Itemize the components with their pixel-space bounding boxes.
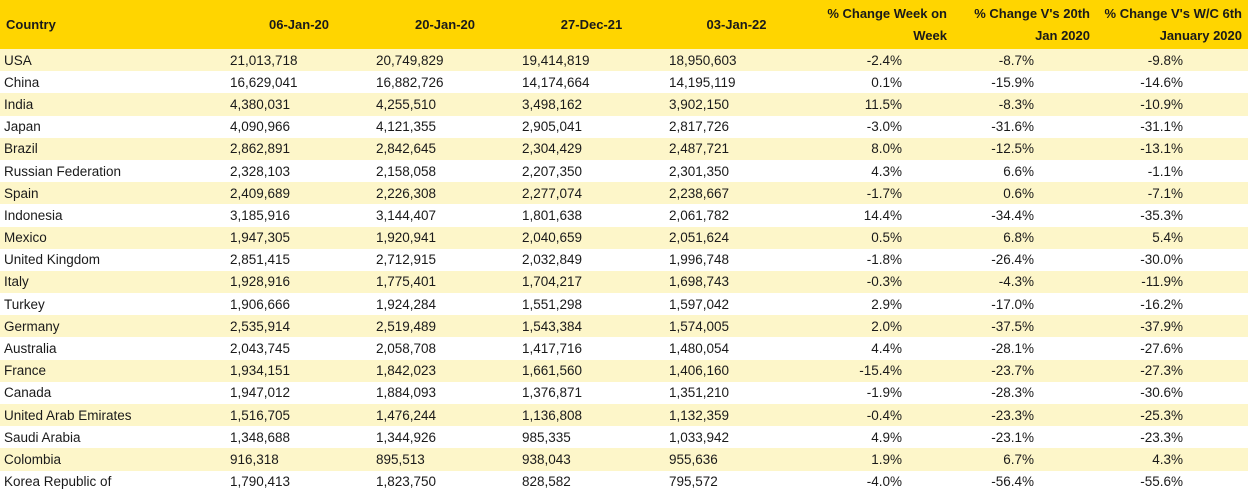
- cell-03-jan-22: 1,033,942: [665, 426, 808, 448]
- cell-06-jan-20: 2,851,415: [226, 249, 372, 271]
- cell-20-jan-20: 1,344,926: [372, 426, 518, 448]
- cell-27-dec-21: 2,040,659: [518, 227, 665, 249]
- cell-country: Japan: [0, 116, 226, 138]
- cell-03-jan-22: 955,636: [665, 448, 808, 470]
- cell-change-20-jan: -26.4%: [953, 249, 1096, 271]
- cell-06-jan-20: 2,328,103: [226, 160, 372, 182]
- cell-change-6-jan: -11.9%: [1096, 271, 1248, 293]
- table-row: [0, 382, 1248, 404]
- cell-change-20-jan: 0.6%: [953, 182, 1096, 204]
- cell-country: Spain: [0, 182, 226, 204]
- cell-change-6-jan: -10.9%: [1096, 93, 1248, 115]
- cell-change-week: 4.9%: [808, 426, 953, 448]
- cell-20-jan-20: 2,842,645: [372, 138, 518, 160]
- cell-27-dec-21: 1,801,638: [518, 204, 665, 226]
- cell-change-6-jan: -14.6%: [1096, 71, 1248, 93]
- cell-change-6-jan: -7.1%: [1096, 182, 1248, 204]
- cell-country: Canada: [0, 382, 226, 404]
- cell-country: United Kingdom: [0, 249, 226, 271]
- cell-27-dec-21: 1,136,808: [518, 404, 665, 426]
- cell-03-jan-22: 1,597,042: [665, 293, 808, 315]
- cell-20-jan-20: 2,158,058: [372, 160, 518, 182]
- header-date-3: 27-Dec-21: [518, 0, 665, 49]
- cell-20-jan-20: 895,513: [372, 448, 518, 470]
- cell-change-6-jan: 5.4%: [1096, 227, 1248, 249]
- cell-06-jan-20: 1,934,151: [226, 360, 372, 382]
- cell-change-week: 4.4%: [808, 337, 953, 359]
- cell-27-dec-21: 2,032,849: [518, 249, 665, 271]
- cell-change-20-jan: -31.6%: [953, 116, 1096, 138]
- cell-20-jan-20: 1,476,244: [372, 404, 518, 426]
- cell-06-jan-20: 916,318: [226, 448, 372, 470]
- cell-change-20-jan: -12.5%: [953, 138, 1096, 160]
- table-row: [0, 182, 1248, 204]
- table-row: [0, 448, 1248, 470]
- cell-country: India: [0, 93, 226, 115]
- cell-change-6-jan: -27.3%: [1096, 360, 1248, 382]
- cell-change-week: -0.3%: [808, 271, 953, 293]
- cell-change-week: 11.5%: [808, 93, 953, 115]
- cell-03-jan-22: 2,238,667: [665, 182, 808, 204]
- cell-27-dec-21: 1,417,716: [518, 337, 665, 359]
- cell-change-week: 0.1%: [808, 71, 953, 93]
- cell-27-dec-21: 2,277,074: [518, 182, 665, 204]
- cell-20-jan-20: 2,226,308: [372, 182, 518, 204]
- cell-03-jan-22: 14,195,119: [665, 71, 808, 93]
- cell-change-week: -4.0%: [808, 471, 953, 493]
- cell-27-dec-21: 1,551,298: [518, 293, 665, 315]
- cell-change-week: -1.7%: [808, 182, 953, 204]
- cell-20-jan-20: 20,749,829: [372, 49, 518, 71]
- cell-change-20-jan: 6.8%: [953, 227, 1096, 249]
- cell-03-jan-22: 1,698,743: [665, 271, 808, 293]
- cell-03-jan-22: 3,902,150: [665, 93, 808, 115]
- cell-change-week: 8.0%: [808, 138, 953, 160]
- cell-change-6-jan: -9.8%: [1096, 49, 1248, 71]
- cell-06-jan-20: 1,928,916: [226, 271, 372, 293]
- cell-27-dec-21: 1,543,384: [518, 315, 665, 337]
- cell-20-jan-20: 4,255,510: [372, 93, 518, 115]
- cell-03-jan-22: 2,487,721: [665, 138, 808, 160]
- cell-change-6-jan: -37.9%: [1096, 315, 1248, 337]
- cell-03-jan-22: 18,950,603: [665, 49, 808, 71]
- cell-change-20-jan: -23.3%: [953, 404, 1096, 426]
- cell-20-jan-20: 1,884,093: [372, 382, 518, 404]
- cell-27-dec-21: 1,376,871: [518, 382, 665, 404]
- cell-change-20-jan: -34.4%: [953, 204, 1096, 226]
- cell-change-week: -1.8%: [808, 249, 953, 271]
- cell-change-20-jan: -28.3%: [953, 382, 1096, 404]
- cell-change-20-jan: 6.7%: [953, 448, 1096, 470]
- cell-06-jan-20: 3,185,916: [226, 204, 372, 226]
- cell-27-dec-21: 985,335: [518, 426, 665, 448]
- cell-06-jan-20: 2,535,914: [226, 315, 372, 337]
- table-row: [0, 138, 1248, 160]
- cell-country: United Arab Emirates: [0, 404, 226, 426]
- cell-country: Russian Federation: [0, 160, 226, 182]
- cell-change-6-jan: -30.0%: [1096, 249, 1248, 271]
- cell-20-jan-20: 4,121,355: [372, 116, 518, 138]
- cell-change-week: 2.9%: [808, 293, 953, 315]
- cell-06-jan-20: 4,380,031: [226, 93, 372, 115]
- table-row: [0, 160, 1248, 182]
- cell-country: Mexico: [0, 227, 226, 249]
- table-row: [0, 315, 1248, 337]
- cell-20-jan-20: 3,144,407: [372, 204, 518, 226]
- cell-03-jan-22: 1,996,748: [665, 249, 808, 271]
- cell-06-jan-20: 2,409,689: [226, 182, 372, 204]
- cell-country: Colombia: [0, 448, 226, 470]
- cell-change-week: 14.4%: [808, 204, 953, 226]
- cell-change-6-jan: -16.2%: [1096, 293, 1248, 315]
- cell-change-6-jan: -27.6%: [1096, 337, 1248, 359]
- cell-change-week: 4.3%: [808, 160, 953, 182]
- cell-change-20-jan: -8.7%: [953, 49, 1096, 71]
- cell-06-jan-20: 1,906,666: [226, 293, 372, 315]
- cell-country: China: [0, 71, 226, 93]
- cell-change-6-jan: -35.3%: [1096, 204, 1248, 226]
- table-row: [0, 227, 1248, 249]
- table-row: [0, 49, 1248, 71]
- cell-change-20-jan: -15.9%: [953, 71, 1096, 93]
- cell-country: Turkey: [0, 293, 226, 315]
- cell-change-6-jan: -13.1%: [1096, 138, 1248, 160]
- cell-03-jan-22: 2,061,782: [665, 204, 808, 226]
- table-row: [0, 271, 1248, 293]
- cell-27-dec-21: 828,582: [518, 471, 665, 493]
- cell-change-6-jan: -55.6%: [1096, 471, 1248, 493]
- cell-03-jan-22: 1,132,359: [665, 404, 808, 426]
- cell-20-jan-20: 1,823,750: [372, 471, 518, 493]
- cell-06-jan-20: 4,090,966: [226, 116, 372, 138]
- cell-20-jan-20: 1,842,023: [372, 360, 518, 382]
- table-row: [0, 71, 1248, 93]
- cell-country: Saudi Arabia: [0, 426, 226, 448]
- cell-20-jan-20: 1,924,284: [372, 293, 518, 315]
- cell-country: USA: [0, 49, 226, 71]
- header-date-2: 20-Jan-20: [372, 0, 518, 49]
- header-date-4: 03-Jan-22: [665, 0, 808, 49]
- cell-country: Korea Republic of: [0, 471, 226, 493]
- cell-06-jan-20: 1,947,305: [226, 227, 372, 249]
- cell-change-week: 0.5%: [808, 227, 953, 249]
- cell-20-jan-20: 1,920,941: [372, 227, 518, 249]
- cell-change-6-jan: -30.6%: [1096, 382, 1248, 404]
- cell-20-jan-20: 2,712,915: [372, 249, 518, 271]
- cell-change-week: -1.9%: [808, 382, 953, 404]
- table-row: [0, 404, 1248, 426]
- table-row: [0, 93, 1248, 115]
- cell-03-jan-22: 1,351,210: [665, 382, 808, 404]
- header-country: Country: [0, 0, 226, 49]
- table-row: [0, 204, 1248, 226]
- cell-03-jan-22: 2,301,350: [665, 160, 808, 182]
- cell-27-dec-21: 2,304,429: [518, 138, 665, 160]
- cell-06-jan-20: 21,013,718: [226, 49, 372, 71]
- cell-20-jan-20: 1,775,401: [372, 271, 518, 293]
- table-row: [0, 337, 1248, 359]
- cell-change-6-jan: -31.1%: [1096, 116, 1248, 138]
- header-date-1: 06-Jan-20: [226, 0, 372, 49]
- header-row: [0, 0, 1248, 49]
- cell-06-jan-20: 2,862,891: [226, 138, 372, 160]
- cell-06-jan-20: 1,790,413: [226, 471, 372, 493]
- cell-change-20-jan: -56.4%: [953, 471, 1096, 493]
- cell-06-jan-20: 16,629,041: [226, 71, 372, 93]
- cell-change-20-jan: -37.5%: [953, 315, 1096, 337]
- cell-change-week: -2.4%: [808, 49, 953, 71]
- cell-27-dec-21: 2,905,041: [518, 116, 665, 138]
- cell-change-week: 2.0%: [808, 315, 953, 337]
- cell-change-week: -15.4%: [808, 360, 953, 382]
- cell-change-6-jan: -23.3%: [1096, 426, 1248, 448]
- table-row: [0, 471, 1248, 493]
- cell-27-dec-21: 1,704,217: [518, 271, 665, 293]
- cell-change-20-jan: -23.1%: [953, 426, 1096, 448]
- cell-change-20-jan: -4.3%: [953, 271, 1096, 293]
- table-row: [0, 293, 1248, 315]
- cell-20-jan-20: 2,058,708: [372, 337, 518, 359]
- cell-country: Australia: [0, 337, 226, 359]
- table-row: [0, 426, 1248, 448]
- cell-03-jan-22: 1,480,054: [665, 337, 808, 359]
- cell-change-week: 1.9%: [808, 448, 953, 470]
- cell-27-dec-21: 3,498,162: [518, 93, 665, 115]
- cell-03-jan-22: 2,051,624: [665, 227, 808, 249]
- cell-country: Germany: [0, 315, 226, 337]
- cell-03-jan-22: 2,817,726: [665, 116, 808, 138]
- cell-change-20-jan: 6.6%: [953, 160, 1096, 182]
- cell-country: Italy: [0, 271, 226, 293]
- cell-change-20-jan: -28.1%: [953, 337, 1096, 359]
- cell-03-jan-22: 1,574,005: [665, 315, 808, 337]
- cell-06-jan-20: 1,516,705: [226, 404, 372, 426]
- table-row: [0, 116, 1248, 138]
- cell-change-week: -3.0%: [808, 116, 953, 138]
- cell-country: Brazil: [0, 138, 226, 160]
- cell-change-20-jan: -23.7%: [953, 360, 1096, 382]
- cell-27-dec-21: 938,043: [518, 448, 665, 470]
- cell-03-jan-22: 1,406,160: [665, 360, 808, 382]
- header-change-6-jan: % Change V's W/C 6th January 2020: [1096, 0, 1248, 49]
- cell-27-dec-21: 14,174,664: [518, 71, 665, 93]
- cell-27-dec-21: 2,207,350: [518, 160, 665, 182]
- cell-06-jan-20: 1,947,012: [226, 382, 372, 404]
- cell-20-jan-20: 16,882,726: [372, 71, 518, 93]
- cell-change-20-jan: -8.3%: [953, 93, 1096, 115]
- cell-20-jan-20: 2,519,489: [372, 315, 518, 337]
- table-body: [0, 49, 1248, 493]
- table-row: [0, 249, 1248, 271]
- cell-03-jan-22: 795,572: [665, 471, 808, 493]
- cell-change-week: -0.4%: [808, 404, 953, 426]
- cell-27-dec-21: 1,661,560: [518, 360, 665, 382]
- cell-27-dec-21: 19,414,819: [518, 49, 665, 71]
- cell-06-jan-20: 2,043,745: [226, 337, 372, 359]
- cell-06-jan-20: 1,348,688: [226, 426, 372, 448]
- header-change-20-jan: % Change V's 20th Jan 2020: [953, 0, 1096, 49]
- cell-country: France: [0, 360, 226, 382]
- table-row: [0, 360, 1248, 382]
- cell-change-6-jan: 4.3%: [1096, 448, 1248, 470]
- cell-country: Indonesia: [0, 204, 226, 226]
- cell-change-6-jan: -1.1%: [1096, 160, 1248, 182]
- cell-change-20-jan: -17.0%: [953, 293, 1096, 315]
- header-change-week: % Change Week on Week: [808, 0, 953, 49]
- cell-change-6-jan: -25.3%: [1096, 404, 1248, 426]
